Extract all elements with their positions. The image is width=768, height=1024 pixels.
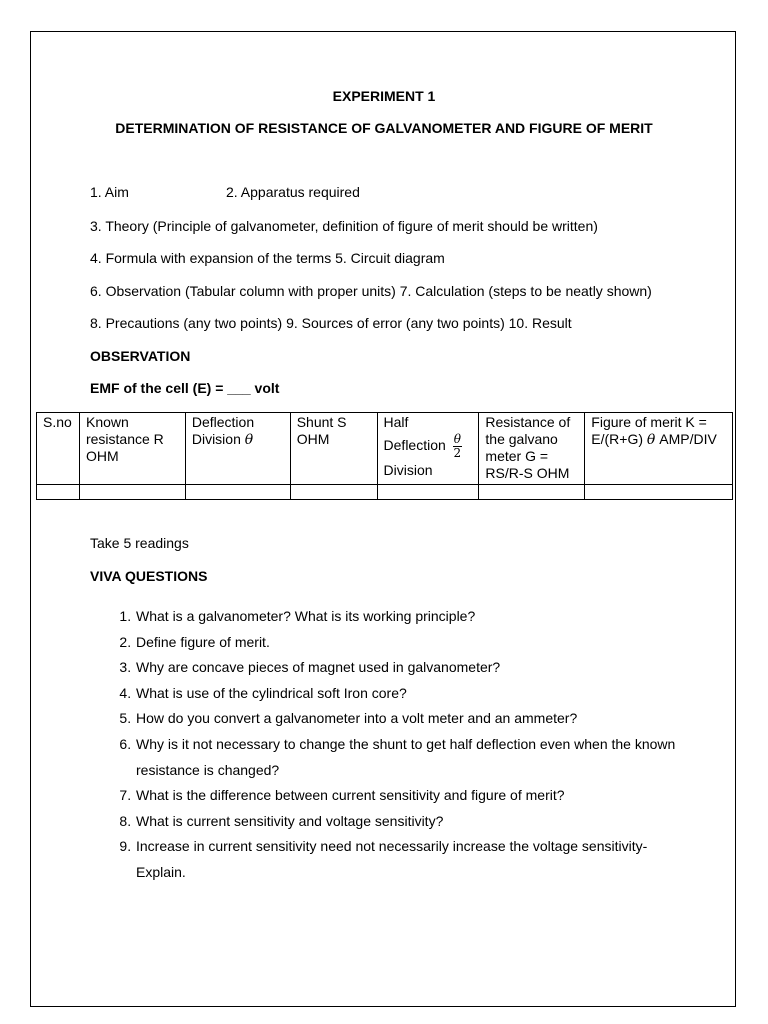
header-sno: S.no bbox=[37, 413, 80, 485]
header-deflection-label: Deflection Division bbox=[191, 414, 255, 447]
viva-questions-list bbox=[90, 604, 695, 886]
viva-question: 4. What is use of the cylindrical soft Iron core? bbox=[135, 681, 695, 707]
table-cell bbox=[377, 485, 479, 500]
half-deflection-line bbox=[384, 433, 473, 460]
viva-question: 9. Increase in current sensitivity need not necessarily increase the voltage sensitivity-Explain. bbox=[135, 834, 695, 885]
outline-observation: 6. Observation (Tabular column with proper units) 7. Calculation (steps to be neatly shown) bbox=[90, 283, 652, 299]
viva-question: 2. Define figure of merit. bbox=[135, 630, 695, 656]
header-known-resistance: Known resistance R OHM bbox=[79, 413, 185, 485]
viva-question: 6. Why is it not necessary to change the shunt to get half deflection even when the known resistance is changed? bbox=[135, 732, 695, 783]
fraction-denominator: 2 bbox=[453, 446, 462, 460]
table-cell bbox=[479, 485, 585, 500]
figure-merit-unit: AMP/DIV bbox=[659, 431, 717, 447]
table-cell bbox=[585, 485, 733, 500]
table-cell bbox=[79, 485, 185, 500]
experiment-subtitle: DETERMINATION OF RESISTANCE OF GALVANOMETER AND FIGURE OF MERIT bbox=[115, 120, 653, 136]
table-cell bbox=[185, 485, 290, 500]
table-header-row bbox=[37, 413, 733, 485]
viva-question: 5. How do you convert a galvanometer into a volt meter and an ammeter? bbox=[135, 706, 695, 732]
header-figure-merit bbox=[585, 413, 733, 485]
table-cell bbox=[290, 485, 377, 500]
viva-question: 3. Why are concave pieces of magnet used in galvanometer? bbox=[135, 655, 695, 681]
half-label: Half bbox=[383, 414, 409, 430]
division-label: Division bbox=[383, 462, 433, 478]
theta-over-two-fraction bbox=[453, 433, 462, 460]
half-deflection-label: Deflection bbox=[383, 437, 446, 454]
outline-apparatus: 2. Apparatus required bbox=[226, 184, 360, 200]
theta-symbol: θ bbox=[244, 432, 254, 448]
viva-question: 7. What is the difference between current sensitivity and figure of merit? bbox=[135, 783, 695, 809]
viva-question: 1. What is a galvanometer? What is its working principle? bbox=[135, 604, 695, 630]
readings-note: Take 5 readings bbox=[90, 535, 189, 551]
theta-symbol: θ bbox=[646, 432, 656, 448]
viva-heading: VIVA QUESTIONS bbox=[90, 568, 208, 584]
outline-aim: 1. Aim bbox=[90, 184, 129, 200]
emf-line: EMF of the cell (E) = ___ volt bbox=[90, 380, 280, 396]
header-deflection bbox=[185, 413, 290, 485]
header-shunt: Shunt S OHM bbox=[290, 413, 377, 485]
observation-table bbox=[36, 412, 733, 500]
observation-heading: OBSERVATION bbox=[90, 348, 191, 364]
outline-theory: 3. Theory (Principle of galvanometer, definition of figure of merit should be written) bbox=[90, 218, 598, 234]
header-half-deflection bbox=[377, 413, 479, 485]
outline-formula: 4. Formula with expansion of the terms 5. Circuit diagram bbox=[90, 250, 445, 266]
outline-precautions: 8. Precautions (any two points) 9. Sources of error (any two points) 10. Result bbox=[90, 315, 572, 331]
table-empty-row bbox=[37, 485, 733, 500]
figure-merit-label: Figure of merit K = E/(R+G) bbox=[591, 414, 707, 447]
experiment-title: EXPERIMENT 1 bbox=[332, 88, 436, 104]
table-cell bbox=[37, 485, 80, 500]
header-resistance-galvano: Resistance of the galvano meter G = RS/R-S OHM bbox=[479, 413, 585, 485]
viva-question: 8. What is current sensitivity and voltage sensitivity? bbox=[135, 809, 695, 835]
fraction-numerator: θ bbox=[453, 432, 461, 446]
